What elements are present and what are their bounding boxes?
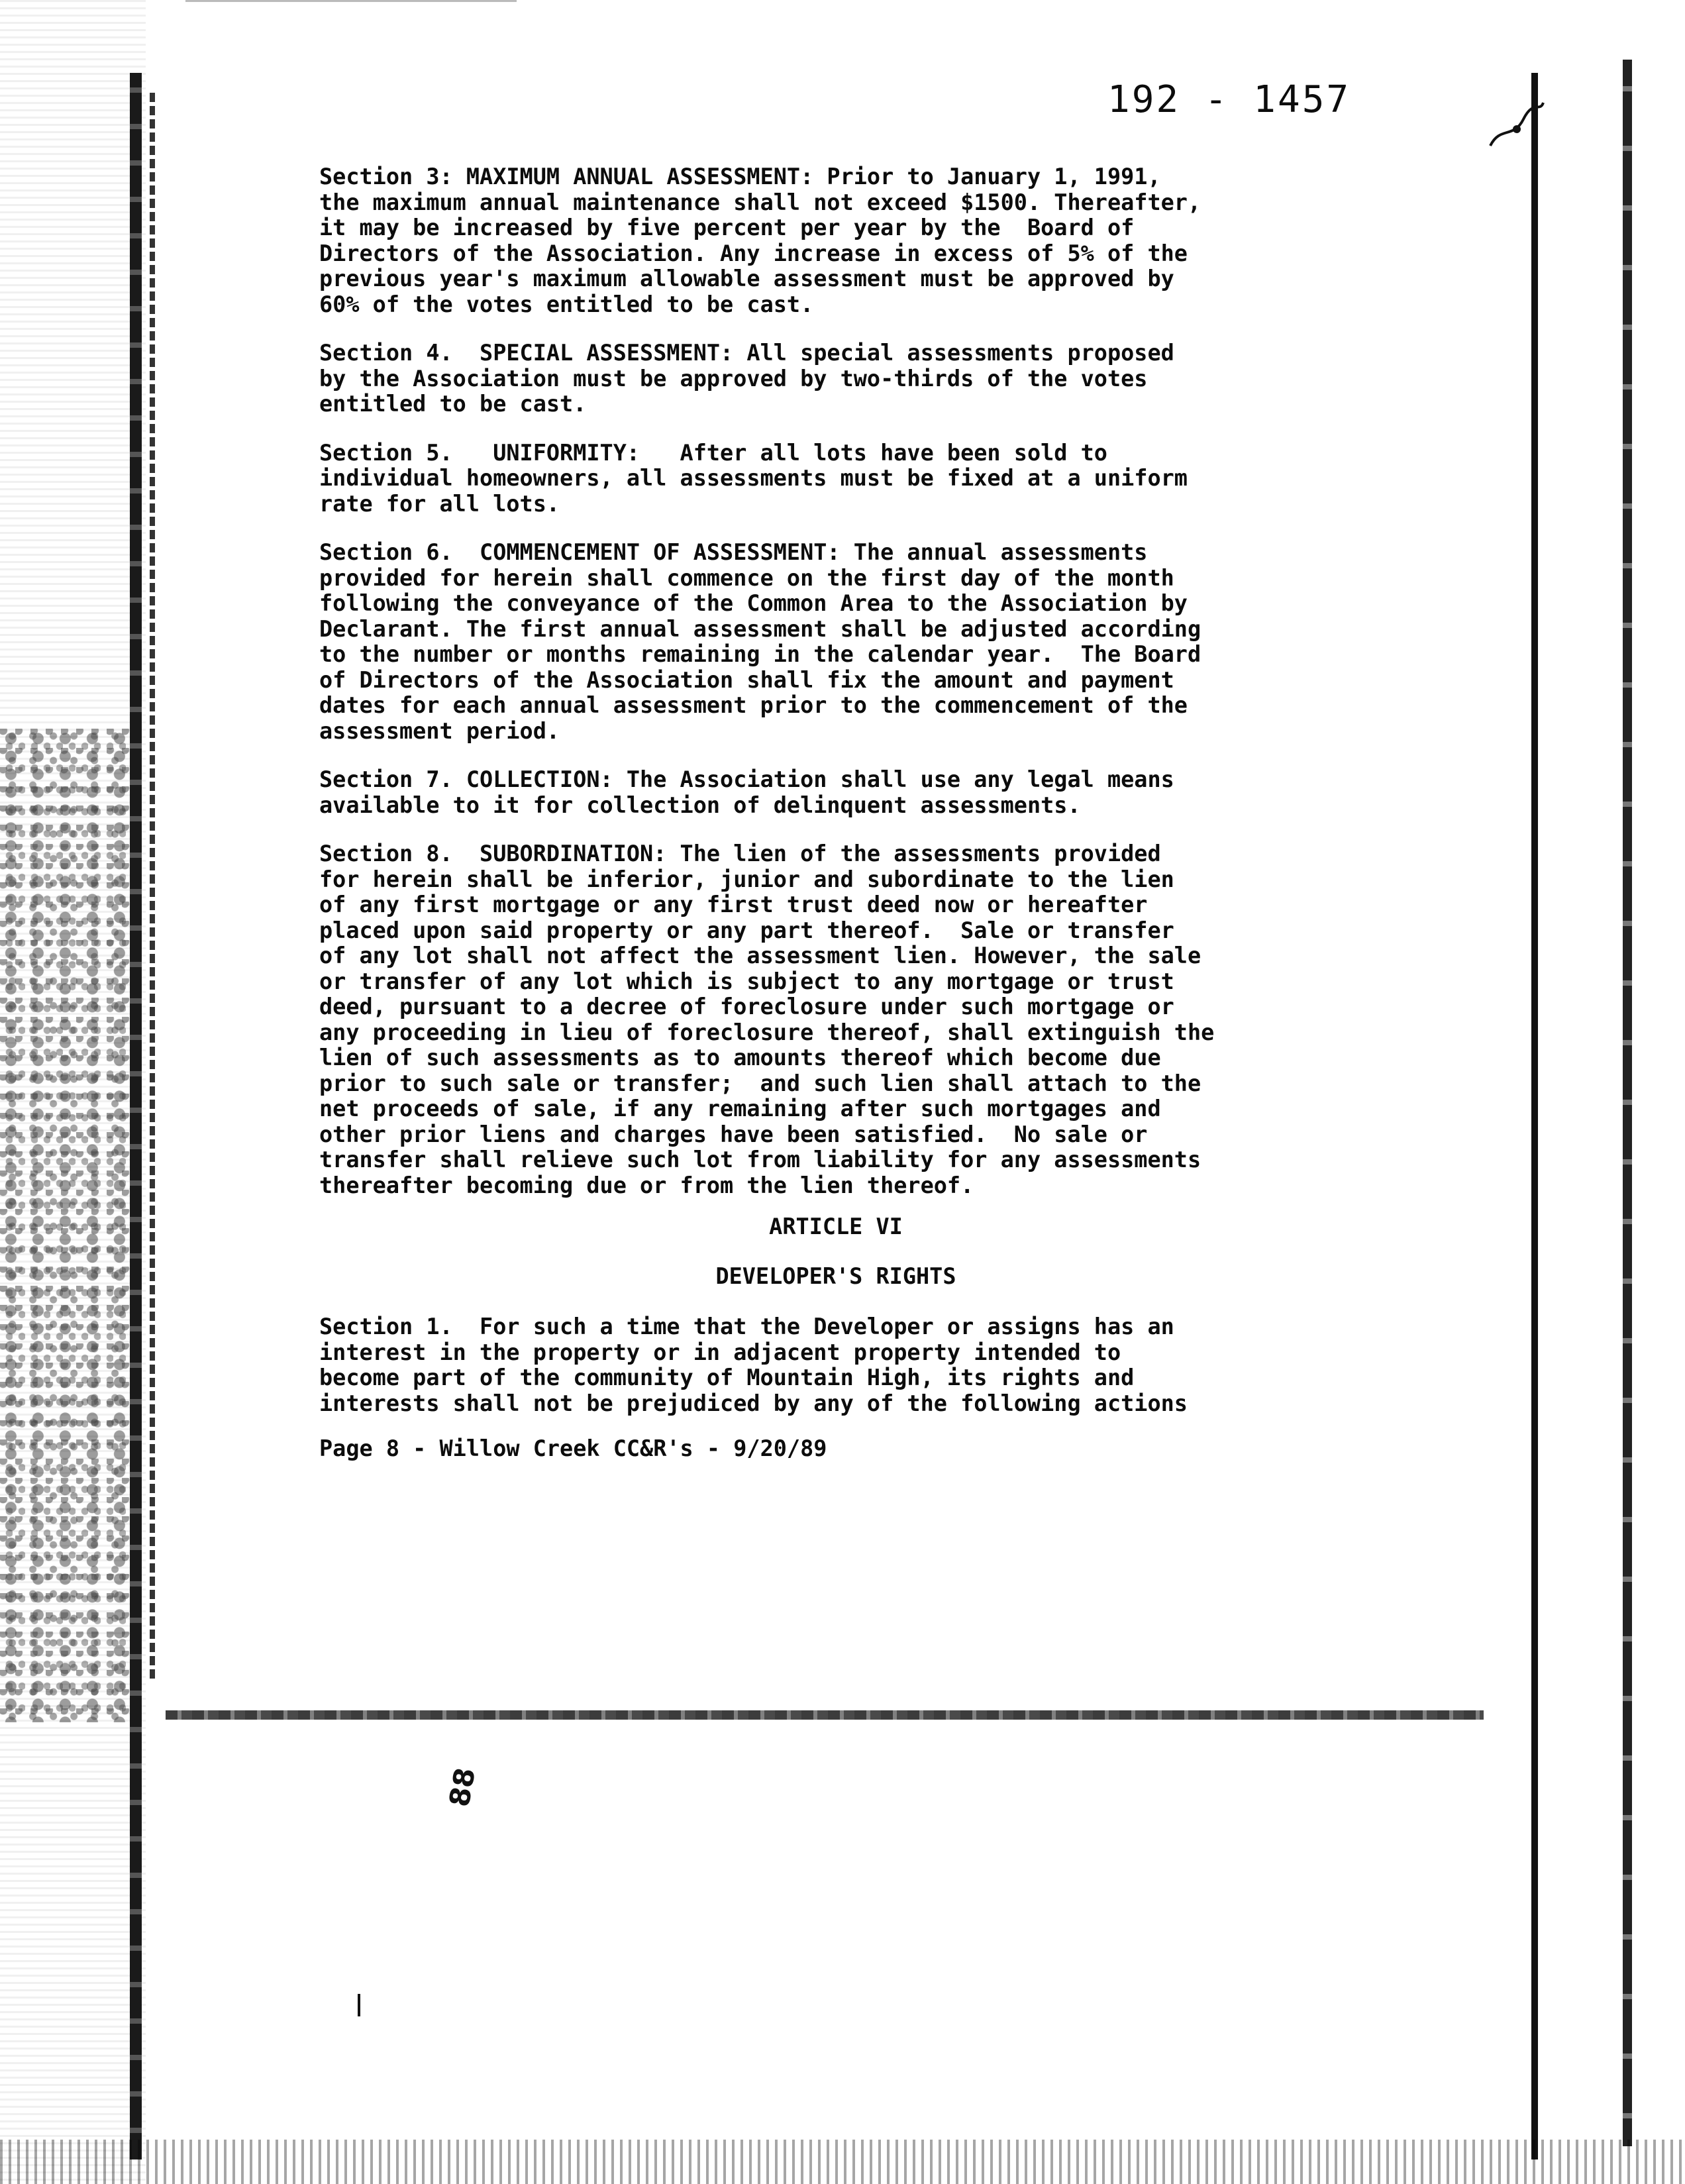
text-line: transfer shall relieve such lot from liability for any assessments xyxy=(319,1147,1201,1172)
text-line: prior to such sale or transfer; and such lien shall attach to the xyxy=(319,1070,1201,1096)
text-line: dates for each annual assessment prior to the commencement of the xyxy=(319,692,1188,718)
page-footer: Page 8 - Willow Creek CC&R's - 9/20/89 xyxy=(319,1435,827,1461)
text-line: to the number or months remaining in the calendar year. The Board xyxy=(319,641,1201,667)
article-heading: ARTICLE VI xyxy=(769,1214,903,1239)
text-line: Section 5. UNIFORMITY: After all lots have been sold to xyxy=(319,439,1107,466)
page-number: 192 - 1457 xyxy=(1107,78,1351,121)
binding-bar-left xyxy=(130,73,142,2159)
text-line: individual homeowners, all assessments must be fixed at a uniform xyxy=(319,465,1188,491)
section-4 xyxy=(319,340,1353,417)
stray-mark xyxy=(358,1994,360,2016)
handwritten-mark xyxy=(437,1765,482,1812)
text-line: of any lot shall not affect the assessment lien. However, the sale xyxy=(319,943,1201,968)
text-line: Section 3: MAXIMUM ANNUAL ASSESSMENT: Prior to January 1, 1991, xyxy=(319,164,1161,189)
corner-scribble-mark xyxy=(1487,99,1547,159)
text-line: of Directors of the Association shall fix the amount and payment xyxy=(319,666,1174,693)
text-line: other prior liens and charges have been satisfied. No sale or xyxy=(319,1121,1148,1147)
section-3 xyxy=(319,164,1353,317)
text-line: interests shall not be prejudiced by any of the following actions xyxy=(319,1390,1188,1416)
document-body xyxy=(319,164,1353,1484)
scan-speckle-left xyxy=(0,729,139,1722)
text-line: interest in the property or in adjacent property intended to xyxy=(319,1339,1121,1365)
text-line: Section 7. COLLECTION: The Association shall use any legal means xyxy=(319,766,1174,792)
text-line: thereafter becoming due or from the lien thereof. xyxy=(319,1172,974,1198)
binding-bar-left-inner xyxy=(150,93,155,1683)
text-line: lien of such assessments as to amounts thereof which become due xyxy=(319,1045,1161,1070)
article-section-1 xyxy=(319,1314,1353,1416)
scan-top-mark xyxy=(185,0,517,2)
text-line: Section 8. SUBORDINATION: The lien of the assessments provided xyxy=(319,841,1161,866)
binding-bar-right xyxy=(1623,60,1632,2146)
section-8 xyxy=(319,841,1353,1198)
text-line: Section 4. SPECIAL ASSESSMENT: All special assessments proposed xyxy=(319,340,1174,366)
text-line: placed upon said property or any part thereof. Sale or transfer xyxy=(319,917,1174,943)
text-line: of any first mortgage or any first trust deed now or hereafter xyxy=(319,892,1148,917)
text-line: rate for all lots. xyxy=(319,490,560,517)
scan-bottom-edge xyxy=(0,2140,1685,2184)
text-line: following the conveyance of the Common Area to the Association by xyxy=(319,590,1188,616)
page-edge-right xyxy=(1531,73,1538,2159)
text-line: become part of the community of Mountain High, its rights and xyxy=(319,1365,1135,1390)
text-line: 60% of the votes entitled to be cast. xyxy=(319,291,814,317)
text-line: the maximum annual maintenance shall not exceed $1500. Thereafter, xyxy=(319,189,1201,215)
text-line: entitled to be cast. xyxy=(319,391,587,417)
scan-bottom-rule xyxy=(166,1710,1484,1720)
text-line: it may be increased by five percent per year by the Board of xyxy=(319,215,1135,240)
text-line: Declarant. The first annual assessment shall be adjusted according xyxy=(319,615,1201,642)
section-7 xyxy=(319,767,1353,818)
handwritten-mark-text: 88 xyxy=(442,1765,482,1810)
text-line: assessment period. xyxy=(319,717,560,744)
text-line: any proceeding in lieu of foreclosure thereof, shall extinguish the xyxy=(319,1019,1215,1045)
text-line: or transfer of any lot which is subject to any mortgage or trust xyxy=(319,968,1174,994)
text-line: for herein shall be inferior, junior and subordinate to the lien xyxy=(319,866,1174,892)
section-5 xyxy=(319,441,1353,517)
text-line: Directors of the Association. Any increase in excess of 5% of the xyxy=(319,240,1188,266)
article-title: DEVELOPER'S RIGHTS xyxy=(715,1263,956,1289)
text-line: by the Association must be approved by two-thirds of the votes xyxy=(319,365,1148,391)
text-line: net proceeds of sale, if any remaining after such mortgages and xyxy=(319,1096,1161,1121)
text-line: available to it for collection of delinquent assessments. xyxy=(319,792,1081,818)
text-line: deed, pursuant to a decree of foreclosure under such mortgage or xyxy=(319,994,1174,1019)
text-line: Section 1. For such a time that the Developer or assigns has an xyxy=(319,1314,1174,1339)
text-line: provided for herein shall commence on the first day of the month xyxy=(319,564,1174,591)
text-line: previous year's maximum allowable assessment must be approved by xyxy=(319,266,1174,291)
section-6 xyxy=(319,540,1353,744)
text-line: Section 6. COMMENCEMENT OF ASSESSMENT: The annual assessments xyxy=(319,539,1148,565)
